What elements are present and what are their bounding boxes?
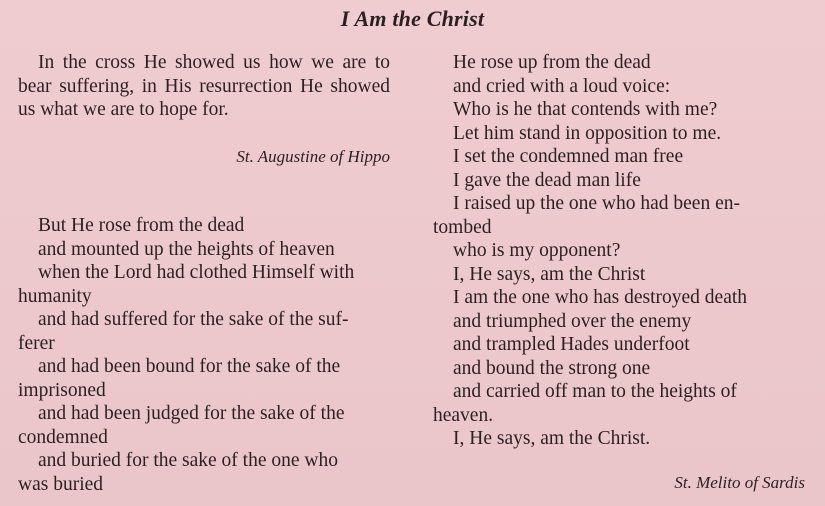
poem-line: I gave the dead man life — [453, 169, 641, 191]
poem-line: and carried off man to the heights of — [453, 381, 737, 402]
augustine-quote: In the cross He showed us how we are to bear suffering, in His resurrection He showed us what we are to hope for. — [18, 52, 390, 120]
poem-line: when the Lord had clothed Himself with — [38, 262, 355, 283]
page-title: I Am the Christ — [340, 6, 485, 31]
poem-line: and buried for the sake of the one who — [38, 450, 338, 471]
poem-line: who is my opponent? — [453, 240, 621, 261]
poem-line: I, He says, am the Christ — [453, 263, 646, 285]
poem-line: and triumphed over the enemy — [453, 310, 692, 332]
quote-attribution: St. Augustine of Hippo — [236, 147, 390, 166]
poem-line: condemned — [18, 426, 108, 448]
poem-line: and had been judged for the sake of the — [38, 403, 345, 424]
left-poem — [18, 214, 390, 496]
poem-line: and bound the strong one — [453, 357, 651, 379]
poem-line: and trampled Hades underfoot — [453, 334, 690, 355]
poem-line: and cried with a loud voice: — [453, 75, 671, 97]
poem-line: humanity — [18, 285, 92, 307]
poem-line: Who is he that contends with me? — [453, 99, 718, 120]
poem-line: and mounted up the heights of heaven — [38, 238, 335, 260]
poem-line: imprisoned — [18, 379, 106, 401]
poem-line: But He rose from the dead — [38, 215, 245, 236]
poem-line: was buried — [18, 473, 104, 495]
poem-line: Let him stand in opposition to me. — [453, 122, 722, 144]
poem-line: and had been bound for the sake of the — [38, 356, 341, 377]
right-poem — [433, 51, 806, 451]
poem-attribution: St. Melito of Sardis — [674, 473, 805, 492]
poem-line: ferer — [18, 332, 55, 354]
poem-line: tombed — [433, 216, 492, 238]
poem-line: I, He says, am the Christ. — [453, 428, 651, 449]
poem-line: heaven. — [433, 404, 494, 426]
poem-line: He rose up from the dead — [453, 52, 651, 73]
poem-line: I am the one who has destroyed death — [453, 287, 748, 308]
poem-line: I raised up the one who had been en- — [453, 193, 740, 214]
poem-line: and had suffered for the sake of the suf- — [38, 309, 349, 330]
poem-line: I set the condemned man free — [453, 146, 684, 167]
